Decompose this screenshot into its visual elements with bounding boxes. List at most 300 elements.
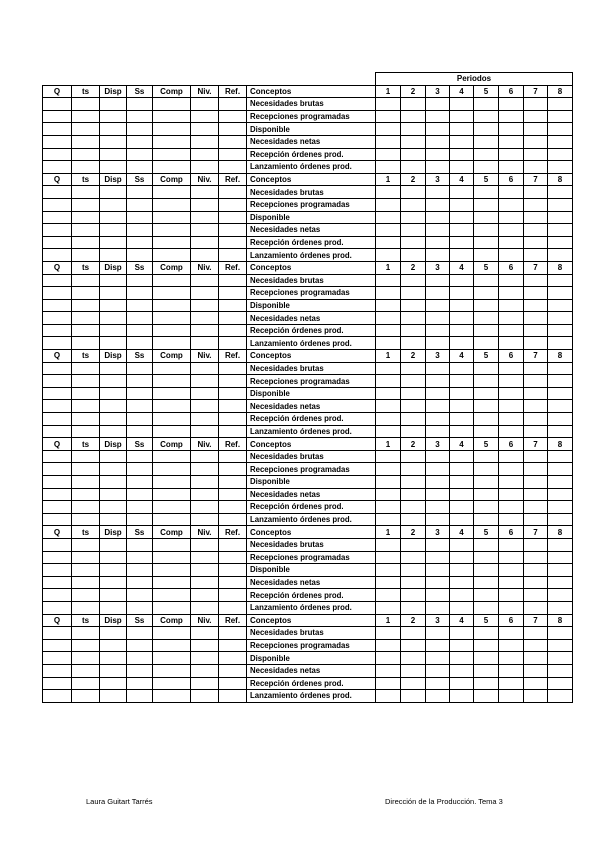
period-cell[interactable]: [376, 513, 401, 526]
input-cell[interactable]: [72, 98, 100, 111]
input-cell[interactable]: [72, 135, 100, 148]
period-cell[interactable]: [499, 274, 524, 287]
period-cell[interactable]: [524, 501, 548, 514]
input-cell[interactable]: [100, 413, 127, 426]
input-cell[interactable]: [100, 538, 127, 551]
input-cell[interactable]: [219, 161, 247, 174]
input-cell[interactable]: [72, 564, 100, 577]
input-cell[interactable]: [219, 387, 247, 400]
input-cell[interactable]: [127, 249, 153, 262]
input-cell[interactable]: [43, 564, 72, 577]
input-cell[interactable]: [100, 564, 127, 577]
input-cell[interactable]: [43, 589, 72, 602]
period-cell[interactable]: [376, 425, 401, 438]
input-cell[interactable]: [43, 551, 72, 564]
period-cell[interactable]: [499, 148, 524, 161]
period-cell[interactable]: [499, 198, 524, 211]
input-cell[interactable]: [100, 450, 127, 463]
period-cell[interactable]: [426, 387, 450, 400]
input-cell[interactable]: [43, 324, 72, 337]
period-cell[interactable]: [376, 589, 401, 602]
period-cell[interactable]: [524, 123, 548, 136]
input-cell[interactable]: [127, 538, 153, 551]
period-cell[interactable]: [474, 690, 499, 703]
period-cell[interactable]: [474, 186, 499, 199]
input-cell[interactable]: [72, 425, 100, 438]
period-cell[interactable]: [426, 652, 450, 665]
input-cell[interactable]: [153, 362, 191, 375]
period-cell[interactable]: [524, 476, 548, 489]
period-cell[interactable]: [524, 224, 548, 237]
period-cell[interactable]: [401, 589, 426, 602]
input-cell[interactable]: [43, 123, 72, 136]
period-cell[interactable]: [450, 551, 474, 564]
input-cell[interactable]: [72, 652, 100, 665]
period-cell[interactable]: [524, 639, 548, 652]
input-cell[interactable]: [153, 110, 191, 123]
input-cell[interactable]: [43, 387, 72, 400]
input-cell[interactable]: [191, 362, 219, 375]
input-cell[interactable]: [100, 400, 127, 413]
input-cell[interactable]: [43, 450, 72, 463]
period-cell[interactable]: [474, 677, 499, 690]
period-cell[interactable]: [548, 148, 573, 161]
input-cell[interactable]: [43, 488, 72, 501]
period-cell[interactable]: [499, 627, 524, 640]
input-cell[interactable]: [127, 287, 153, 300]
input-cell[interactable]: [127, 375, 153, 388]
period-cell[interactable]: [548, 425, 573, 438]
period-cell[interactable]: [450, 639, 474, 652]
period-cell[interactable]: [426, 400, 450, 413]
period-cell[interactable]: [401, 312, 426, 325]
input-cell[interactable]: [100, 601, 127, 614]
input-cell[interactable]: [100, 551, 127, 564]
period-cell[interactable]: [524, 576, 548, 589]
input-cell[interactable]: [43, 249, 72, 262]
period-cell[interactable]: [548, 387, 573, 400]
period-cell[interactable]: [376, 135, 401, 148]
period-cell[interactable]: [450, 627, 474, 640]
period-cell[interactable]: [548, 400, 573, 413]
period-cell[interactable]: [548, 501, 573, 514]
period-cell[interactable]: [499, 324, 524, 337]
input-cell[interactable]: [43, 211, 72, 224]
period-cell[interactable]: [426, 589, 450, 602]
input-cell[interactable]: [100, 476, 127, 489]
period-cell[interactable]: [376, 677, 401, 690]
input-cell[interactable]: [153, 425, 191, 438]
period-cell[interactable]: [499, 236, 524, 249]
period-cell[interactable]: [450, 677, 474, 690]
period-cell[interactable]: [548, 413, 573, 426]
input-cell[interactable]: [72, 576, 100, 589]
period-cell[interactable]: [426, 413, 450, 426]
input-cell[interactable]: [219, 249, 247, 262]
period-cell[interactable]: [499, 664, 524, 677]
period-cell[interactable]: [426, 135, 450, 148]
period-cell[interactable]: [524, 236, 548, 249]
input-cell[interactable]: [72, 690, 100, 703]
input-cell[interactable]: [153, 413, 191, 426]
input-cell[interactable]: [72, 488, 100, 501]
input-cell[interactable]: [191, 463, 219, 476]
period-cell[interactable]: [548, 652, 573, 665]
input-cell[interactable]: [219, 652, 247, 665]
input-cell[interactable]: [219, 362, 247, 375]
input-cell[interactable]: [153, 690, 191, 703]
input-cell[interactable]: [191, 627, 219, 640]
input-cell[interactable]: [43, 236, 72, 249]
input-cell[interactable]: [219, 186, 247, 199]
period-cell[interactable]: [376, 488, 401, 501]
period-cell[interactable]: [499, 639, 524, 652]
period-cell[interactable]: [426, 123, 450, 136]
input-cell[interactable]: [219, 627, 247, 640]
period-cell[interactable]: [474, 224, 499, 237]
input-cell[interactable]: [127, 589, 153, 602]
period-cell[interactable]: [426, 576, 450, 589]
period-cell[interactable]: [450, 488, 474, 501]
input-cell[interactable]: [153, 211, 191, 224]
input-cell[interactable]: [72, 513, 100, 526]
input-cell[interactable]: [43, 601, 72, 614]
period-cell[interactable]: [426, 249, 450, 262]
input-cell[interactable]: [153, 589, 191, 602]
period-cell[interactable]: [401, 375, 426, 388]
period-cell[interactable]: [524, 186, 548, 199]
input-cell[interactable]: [191, 690, 219, 703]
input-cell[interactable]: [219, 589, 247, 602]
input-cell[interactable]: [153, 627, 191, 640]
input-cell[interactable]: [153, 198, 191, 211]
period-cell[interactable]: [474, 450, 499, 463]
input-cell[interactable]: [127, 198, 153, 211]
period-cell[interactable]: [376, 236, 401, 249]
period-cell[interactable]: [376, 664, 401, 677]
period-cell[interactable]: [450, 274, 474, 287]
period-cell[interactable]: [401, 488, 426, 501]
period-cell[interactable]: [401, 299, 426, 312]
input-cell[interactable]: [100, 425, 127, 438]
period-cell[interactable]: [548, 161, 573, 174]
input-cell[interactable]: [153, 576, 191, 589]
period-cell[interactable]: [548, 690, 573, 703]
input-cell[interactable]: [153, 488, 191, 501]
input-cell[interactable]: [127, 425, 153, 438]
period-cell[interactable]: [499, 476, 524, 489]
period-cell[interactable]: [524, 135, 548, 148]
input-cell[interactable]: [100, 589, 127, 602]
input-cell[interactable]: [72, 299, 100, 312]
period-cell[interactable]: [401, 400, 426, 413]
input-cell[interactable]: [191, 564, 219, 577]
period-cell[interactable]: [474, 387, 499, 400]
period-cell[interactable]: [401, 564, 426, 577]
period-cell[interactable]: [524, 677, 548, 690]
period-cell[interactable]: [426, 161, 450, 174]
period-cell[interactable]: [426, 186, 450, 199]
period-cell[interactable]: [499, 400, 524, 413]
period-cell[interactable]: [474, 324, 499, 337]
input-cell[interactable]: [43, 198, 72, 211]
period-cell[interactable]: [499, 677, 524, 690]
period-cell[interactable]: [376, 450, 401, 463]
period-cell[interactable]: [450, 652, 474, 665]
period-cell[interactable]: [548, 450, 573, 463]
period-cell[interactable]: [524, 98, 548, 111]
period-cell[interactable]: [524, 211, 548, 224]
input-cell[interactable]: [72, 589, 100, 602]
period-cell[interactable]: [450, 463, 474, 476]
input-cell[interactable]: [127, 639, 153, 652]
input-cell[interactable]: [191, 148, 219, 161]
period-cell[interactable]: [499, 601, 524, 614]
period-cell[interactable]: [376, 375, 401, 388]
input-cell[interactable]: [153, 123, 191, 136]
period-cell[interactable]: [499, 110, 524, 123]
period-cell[interactable]: [524, 690, 548, 703]
input-cell[interactable]: [43, 148, 72, 161]
period-cell[interactable]: [474, 299, 499, 312]
input-cell[interactable]: [153, 312, 191, 325]
period-cell[interactable]: [450, 513, 474, 526]
period-cell[interactable]: [426, 551, 450, 564]
period-cell[interactable]: [474, 551, 499, 564]
input-cell[interactable]: [153, 513, 191, 526]
input-cell[interactable]: [43, 677, 72, 690]
period-cell[interactable]: [426, 224, 450, 237]
period-cell[interactable]: [376, 551, 401, 564]
input-cell[interactable]: [72, 677, 100, 690]
period-cell[interactable]: [548, 98, 573, 111]
input-cell[interactable]: [219, 513, 247, 526]
period-cell[interactable]: [376, 211, 401, 224]
input-cell[interactable]: [153, 236, 191, 249]
input-cell[interactable]: [127, 236, 153, 249]
period-cell[interactable]: [376, 287, 401, 300]
period-cell[interactable]: [499, 551, 524, 564]
period-cell[interactable]: [548, 249, 573, 262]
period-cell[interactable]: [401, 148, 426, 161]
input-cell[interactable]: [153, 148, 191, 161]
input-cell[interactable]: [219, 476, 247, 489]
input-cell[interactable]: [43, 337, 72, 350]
input-cell[interactable]: [72, 211, 100, 224]
period-cell[interactable]: [401, 513, 426, 526]
period-cell[interactable]: [401, 627, 426, 640]
period-cell[interactable]: [524, 110, 548, 123]
period-cell[interactable]: [450, 299, 474, 312]
input-cell[interactable]: [127, 652, 153, 665]
input-cell[interactable]: [153, 287, 191, 300]
input-cell[interactable]: [153, 274, 191, 287]
input-cell[interactable]: [191, 135, 219, 148]
input-cell[interactable]: [219, 564, 247, 577]
input-cell[interactable]: [43, 513, 72, 526]
input-cell[interactable]: [153, 400, 191, 413]
period-cell[interactable]: [548, 589, 573, 602]
input-cell[interactable]: [72, 551, 100, 564]
period-cell[interactable]: [450, 413, 474, 426]
period-cell[interactable]: [499, 413, 524, 426]
input-cell[interactable]: [219, 425, 247, 438]
period-cell[interactable]: [376, 110, 401, 123]
period-cell[interactable]: [450, 601, 474, 614]
period-cell[interactable]: [376, 224, 401, 237]
input-cell[interactable]: [72, 148, 100, 161]
input-cell[interactable]: [127, 601, 153, 614]
period-cell[interactable]: [548, 312, 573, 325]
period-cell[interactable]: [426, 337, 450, 350]
period-cell[interactable]: [548, 664, 573, 677]
period-cell[interactable]: [450, 324, 474, 337]
input-cell[interactable]: [100, 148, 127, 161]
input-cell[interactable]: [72, 362, 100, 375]
period-cell[interactable]: [524, 274, 548, 287]
period-cell[interactable]: [401, 249, 426, 262]
input-cell[interactable]: [127, 312, 153, 325]
input-cell[interactable]: [72, 236, 100, 249]
period-cell[interactable]: [426, 463, 450, 476]
period-cell[interactable]: [474, 312, 499, 325]
period-cell[interactable]: [376, 98, 401, 111]
period-cell[interactable]: [474, 148, 499, 161]
input-cell[interactable]: [127, 161, 153, 174]
period-cell[interactable]: [474, 463, 499, 476]
period-cell[interactable]: [401, 337, 426, 350]
period-cell[interactable]: [499, 538, 524, 551]
input-cell[interactable]: [153, 224, 191, 237]
period-cell[interactable]: [450, 589, 474, 602]
input-cell[interactable]: [100, 362, 127, 375]
period-cell[interactable]: [548, 337, 573, 350]
input-cell[interactable]: [191, 299, 219, 312]
period-cell[interactable]: [401, 198, 426, 211]
period-cell[interactable]: [524, 387, 548, 400]
input-cell[interactable]: [191, 413, 219, 426]
input-cell[interactable]: [72, 450, 100, 463]
input-cell[interactable]: [191, 198, 219, 211]
period-cell[interactable]: [376, 299, 401, 312]
period-cell[interactable]: [548, 627, 573, 640]
period-cell[interactable]: [524, 488, 548, 501]
input-cell[interactable]: [153, 387, 191, 400]
period-cell[interactable]: [524, 450, 548, 463]
input-cell[interactable]: [127, 110, 153, 123]
input-cell[interactable]: [72, 664, 100, 677]
input-cell[interactable]: [43, 627, 72, 640]
period-cell[interactable]: [376, 538, 401, 551]
period-cell[interactable]: [548, 287, 573, 300]
period-cell[interactable]: [474, 501, 499, 514]
period-cell[interactable]: [524, 324, 548, 337]
input-cell[interactable]: [219, 324, 247, 337]
period-cell[interactable]: [499, 463, 524, 476]
input-cell[interactable]: [100, 98, 127, 111]
period-cell[interactable]: [426, 690, 450, 703]
period-cell[interactable]: [499, 375, 524, 388]
period-cell[interactable]: [450, 287, 474, 300]
input-cell[interactable]: [72, 413, 100, 426]
input-cell[interactable]: [43, 652, 72, 665]
input-cell[interactable]: [219, 488, 247, 501]
period-cell[interactable]: [499, 576, 524, 589]
period-cell[interactable]: [450, 98, 474, 111]
input-cell[interactable]: [100, 677, 127, 690]
period-cell[interactable]: [524, 249, 548, 262]
input-cell[interactable]: [100, 135, 127, 148]
input-cell[interactable]: [100, 224, 127, 237]
input-cell[interactable]: [219, 274, 247, 287]
period-cell[interactable]: [450, 450, 474, 463]
input-cell[interactable]: [219, 463, 247, 476]
period-cell[interactable]: [426, 324, 450, 337]
input-cell[interactable]: [100, 627, 127, 640]
period-cell[interactable]: [499, 249, 524, 262]
input-cell[interactable]: [43, 362, 72, 375]
period-cell[interactable]: [499, 387, 524, 400]
period-cell[interactable]: [426, 211, 450, 224]
period-cell[interactable]: [426, 664, 450, 677]
input-cell[interactable]: [191, 161, 219, 174]
input-cell[interactable]: [191, 601, 219, 614]
input-cell[interactable]: [100, 249, 127, 262]
period-cell[interactable]: [474, 513, 499, 526]
input-cell[interactable]: [153, 135, 191, 148]
period-cell[interactable]: [474, 627, 499, 640]
input-cell[interactable]: [153, 476, 191, 489]
period-cell[interactable]: [376, 690, 401, 703]
input-cell[interactable]: [153, 664, 191, 677]
period-cell[interactable]: [499, 564, 524, 577]
input-cell[interactable]: [191, 211, 219, 224]
period-cell[interactable]: [450, 198, 474, 211]
period-cell[interactable]: [548, 476, 573, 489]
input-cell[interactable]: [219, 413, 247, 426]
input-cell[interactable]: [100, 211, 127, 224]
input-cell[interactable]: [100, 488, 127, 501]
period-cell[interactable]: [499, 337, 524, 350]
input-cell[interactable]: [127, 690, 153, 703]
period-cell[interactable]: [401, 463, 426, 476]
input-cell[interactable]: [219, 98, 247, 111]
period-cell[interactable]: [548, 639, 573, 652]
period-cell[interactable]: [499, 513, 524, 526]
input-cell[interactable]: [43, 576, 72, 589]
input-cell[interactable]: [72, 538, 100, 551]
period-cell[interactable]: [474, 488, 499, 501]
input-cell[interactable]: [191, 425, 219, 438]
period-cell[interactable]: [450, 110, 474, 123]
input-cell[interactable]: [153, 601, 191, 614]
period-cell[interactable]: [401, 324, 426, 337]
input-cell[interactable]: [219, 551, 247, 564]
period-cell[interactable]: [474, 576, 499, 589]
period-cell[interactable]: [426, 488, 450, 501]
input-cell[interactable]: [219, 538, 247, 551]
input-cell[interactable]: [43, 501, 72, 514]
input-cell[interactable]: [72, 186, 100, 199]
period-cell[interactable]: [376, 576, 401, 589]
period-cell[interactable]: [450, 538, 474, 551]
input-cell[interactable]: [219, 601, 247, 614]
input-cell[interactable]: [127, 476, 153, 489]
period-cell[interactable]: [548, 677, 573, 690]
input-cell[interactable]: [219, 135, 247, 148]
period-cell[interactable]: [524, 513, 548, 526]
input-cell[interactable]: [219, 198, 247, 211]
